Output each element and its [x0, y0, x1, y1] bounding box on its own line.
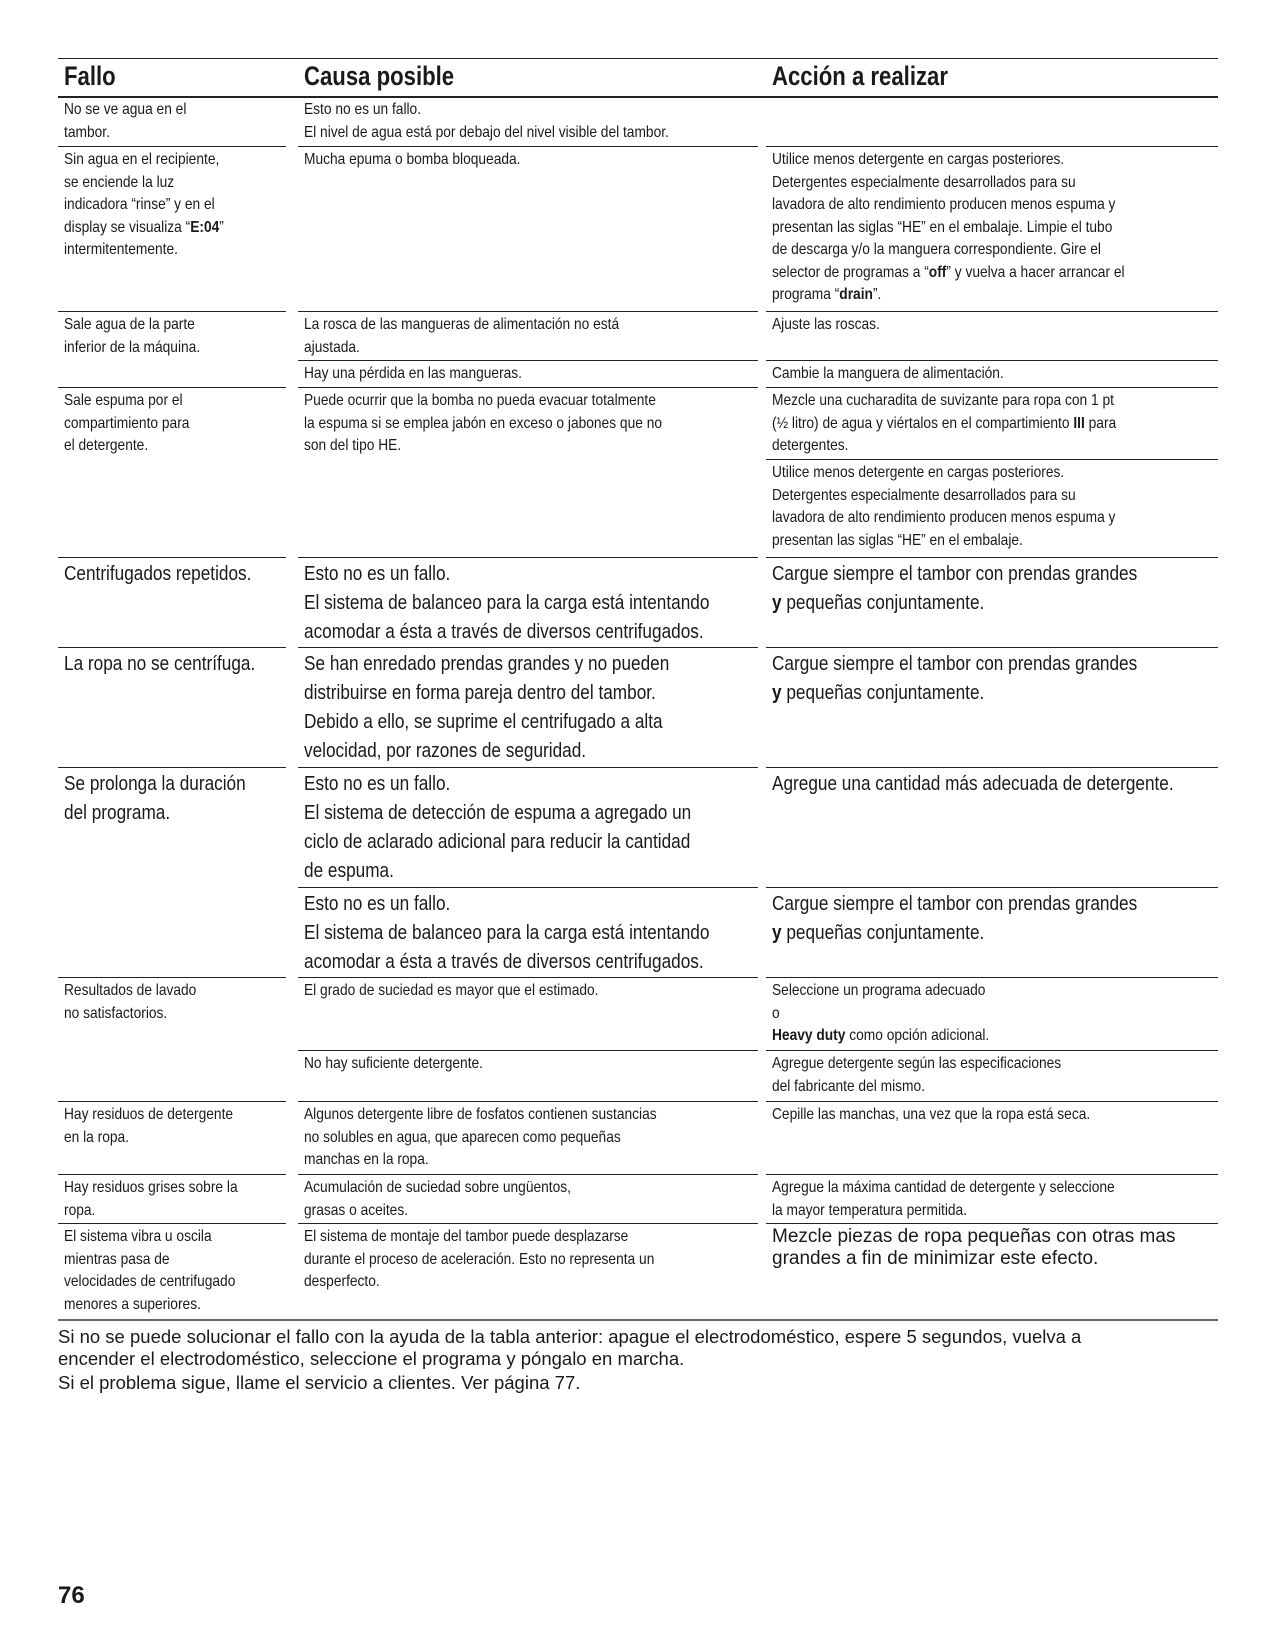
fault-text: Se prolonga la duración del programa.: [64, 773, 246, 824]
action-text: Agregue una cantidad más adecuada de detergente.: [772, 773, 1174, 795]
footer-note-line1: Si no se puede solucionar el fallo con la ayuda de la tabla anterior: apague el electrodoméstico, espere 5 segundos, vuelva a encender el electrodoméstico, seleccione el programa y póngalo en marcha.: [58, 1326, 1082, 1369]
header-action: Acción a realizar: [772, 61, 948, 91]
fault-text: La ropa no se centrífuga.: [64, 653, 256, 675]
cause-text: Algunos detergente libre de fosfatos contienen sustancias no solubles en agua, que aparecen como pequeñas manchas en la ropa.: [304, 1106, 657, 1168]
cause-text: Esto no es un fallo. El sistema de balanceo para la carga está intentando acomodar a ésta a través de diversos centrifugados.: [304, 563, 710, 643]
action-text: Mezcle una cucharadita de suvizante para ropa con 1 pt (½ litro) de agua y viértalos en el compartimiento III para detergentes.: [772, 392, 1117, 454]
cause-text: Puede ocurrir que la bomba no pueda evacuar totalmente la espuma si se emplea jabón en exceso o jabones que no son del tipo HE.: [304, 392, 663, 454]
header-cause: Causa posible: [304, 61, 455, 91]
table-bottom-rule: [58, 1319, 1218, 1321]
cause-text: Esto no es un fallo. El nivel de agua está por debajo del nivel visible del tambor.: [304, 101, 669, 141]
fault-text: Hay residuos grises sobre la ropa.: [64, 1179, 238, 1219]
cause-text: Acumulación de suciedad sobre ungüentos, grasas o aceites.: [304, 1179, 571, 1219]
action-text: Mezcle piezas de ropa pequeñas con otras mas grandes a fin de minimizar este efecto.: [772, 1226, 1176, 1269]
cause-text: El grado de suciedad es mayor que el estimado.: [304, 982, 599, 999]
error-code: E:04: [190, 218, 220, 236]
action-text: Agregue la máxima cantidad de detergente y seleccione la mayor temperatura permitida.: [772, 1179, 1115, 1219]
table-row: [58, 767, 1218, 977]
table-row: [58, 1101, 1218, 1174]
table-header: [58, 58, 1218, 98]
fault-text: El sistema vibra u oscila mientras pasa de velocidades de centrifugado menores a superiores.: [64, 1228, 236, 1313]
action-text: Cargue siempre el tambor con prendas grandes y pequeñas conjuntamente.: [772, 563, 1138, 614]
table-row: [58, 1223, 1218, 1318]
action-text: Cargue siempre el tambor con prendas grandes y pequeñas conjuntamente.: [772, 653, 1138, 704]
table-row: [58, 557, 1218, 647]
action-text: Ajuste las roscas.: [772, 316, 880, 333]
table-row: [58, 647, 1218, 767]
cause-text: Esto no es un fallo. El sistema de balanceo para la carga está intentando acomodar a ésta a través de diversos centrifugados.: [304, 893, 710, 973]
fault-text: No se ve agua en el tambor.: [64, 101, 187, 141]
troubleshooting-page: [58, 58, 1218, 1393]
action-text: Seleccione un programa adecuado o Heavy duty como opción adicional.: [772, 982, 990, 1044]
cause-text: No hay suficiente detergente.: [304, 1055, 484, 1072]
fault-text: Sin agua en el recipiente, se enciende la luz indicadora “rinse” y en el display se visualiza “E:04” intermitentemente.: [64, 151, 224, 258]
action-text: Cambie la manguera de alimentación.: [772, 365, 1004, 382]
footer-note: [58, 1326, 1218, 1394]
table-row: [58, 1174, 1218, 1223]
page-number: 76: [58, 1582, 85, 1609]
table-row: [58, 977, 1218, 1101]
cause-text: El sistema de montaje del tambor puede desplazarse durante el proceso de aceleración. Esto no representa un desperfecto.: [304, 1228, 655, 1290]
cause-text: Mucha epuma o bomba bloqueada.: [304, 151, 521, 168]
cause-text: Hay una pérdida en las mangueras.: [304, 365, 523, 382]
action-text: Agregue detergente según las especificaciones del fabricante del mismo.: [772, 1055, 1062, 1095]
action-text: Utilice menos detergente en cargas posteriores. Detergentes especialmente desarrollados para su lavadora de alto rendimiento producen menos espuma y presentan las siglas “HE” en el embalaje. Limpie el tubo de descarga y/o la manguera correspondiente. Gire el selector de programas a “off” y vuelva a hacer arrancar el programa “drain”.: [772, 151, 1125, 303]
table-row: [58, 311, 1218, 387]
table-row: [58, 146, 1218, 311]
cause-text: Esto no es un fallo. El sistema de detección de espuma a agregado un ciclo de aclarado adicional para reducir la cantidad de espuma.: [304, 773, 692, 882]
cause-text: La rosca de las mangueras de alimentación no está ajustada.: [304, 316, 620, 356]
cause-text: Se han enredado prendas grandes y no pueden distribuirse en forma pareja dentro del tambor. Debido a ello, se suprime el centrifugado a alta velocidad, por razones de seguridad.: [304, 653, 670, 762]
action-text: Utilice menos detergente en cargas posteriores. Detergentes especialmente desarrollados para su lavadora de alto rendimiento producen menos espuma y presentan las siglas “HE” en el embalaje.: [772, 464, 1116, 549]
fault-text: Sale agua de la parte inferior de la máquina.: [64, 316, 201, 356]
table-row: [58, 97, 1218, 147]
fault-text: Resultados de lavado no satisfactorios.: [64, 982, 197, 1022]
table-row: [58, 387, 1218, 557]
fault-text: Sale espuma por el compartimiento para el detergente.: [64, 392, 190, 454]
header-fault: Fallo: [64, 61, 116, 91]
action-text: Cepille las manchas, una vez que la ropa está seca.: [772, 1106, 1091, 1123]
action-text: Cargue siempre el tambor con prendas grandes y pequeñas conjuntamente.: [772, 893, 1138, 944]
fault-text: Centrifugados repetidos.: [64, 563, 252, 585]
fault-text: Hay residuos de detergente en la ropa.: [64, 1106, 234, 1146]
footer-note-line2: Si el problema sigue, llame el servicio a clientes. Ver página 77.: [58, 1372, 581, 1393]
